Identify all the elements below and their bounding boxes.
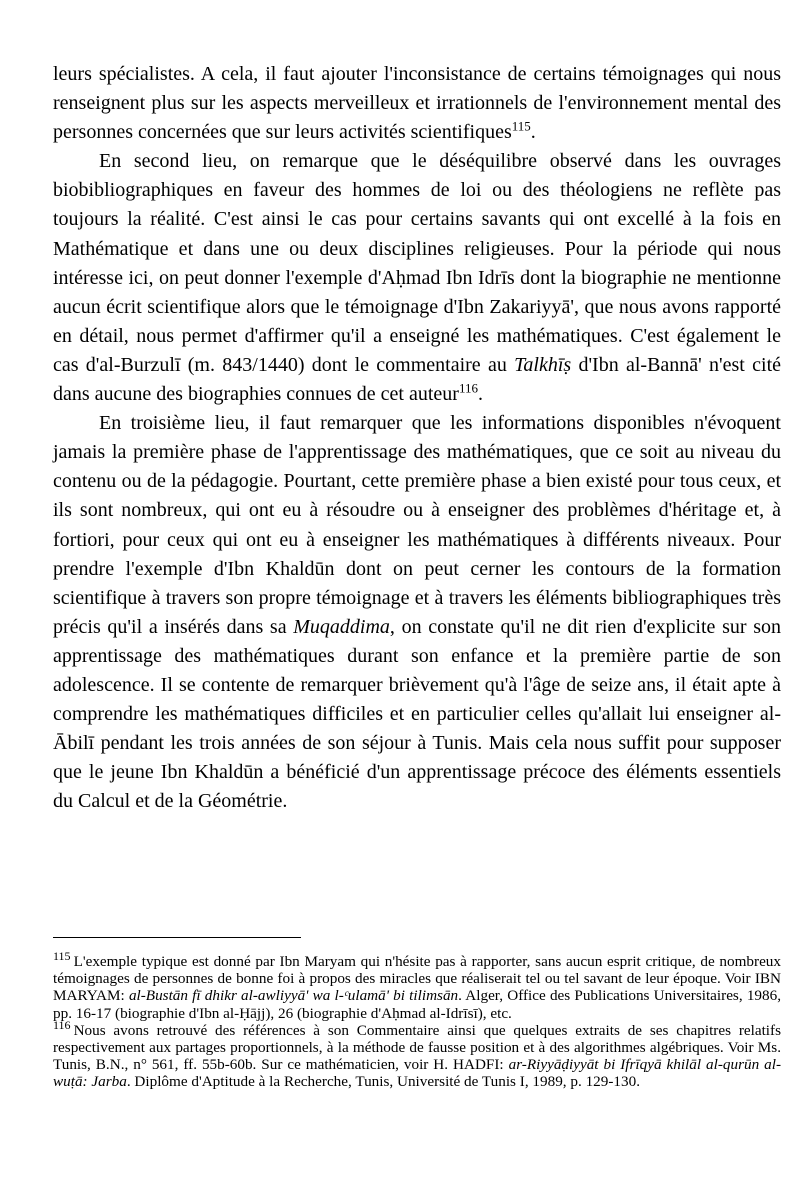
paragraph-1-end: . <box>530 121 536 144</box>
footnote-115 <box>53 948 781 1022</box>
paragraph-3-text-a: En troisième lieu, il faut remarquer que les informations disponibles n'évoquent jamais la première phase de l'apprentissage des mathématiques, que ce soit au niveau du contenu ou de la pédagogie. Pourtant, cette première phase a bien existé pour tous ceux, et ils sont nombreux, qui ont eu à résoudre ou à enseigner des problèmes d'héritage et, à fortiori, pour ceux qui ont eu à enseigner les mathématiques à différents niveaux. Pour prendre l'exemple d'Ibn Khaldūn dont on peut cerner les contours de la formation scientifique à travers son propre témoignage et à travers les éléments bibliographiques très précis qu'il a insérés dans sa <box>53 412 781 638</box>
footnote-115-text-a: L'exemple typique est donné par Ibn Maryam qui n'hésite pas à rapporter, sans aucun esprit critique, de nombreux témoignages de personnes de bonne foi à propos des miracles que réaliserait tel ou tel savant de leur époque. Voir IBN MARYAM: <box>53 953 781 1005</box>
footnote-ref-116[interactable]: 116 <box>458 380 478 396</box>
paragraph-2-text-b: d'Ibn al-Bannā' n'est cité dans aucune des biographies connues de cet auteur <box>53 353 782 406</box>
paragraph-2-end: . <box>478 383 483 406</box>
footnote-separator <box>53 937 301 938</box>
footnote-116-text-b: . Diplôme d'Aptitude à la Recherche, Tunis, Université de Tunis I, 1989, p. 129-130. <box>126 1073 640 1091</box>
footnote-116-title: ar-Riyyāḍiyyāt bi Ifrīqyā khilāl al-qurūn al-wuṭā: Jarba <box>53 1056 782 1091</box>
footnotes <box>53 948 782 1091</box>
footnote-ref-115[interactable]: 115 <box>511 118 531 134</box>
footnote-115-text-b: . Alger, Office des Publications Universitaires, 1986, pp. 16-17 (biographie d'Ibn al-Ḥājj), 26 (biographie d'Aḥmad al-Idrīsī), etc. <box>53 987 781 1022</box>
paragraph-3-text-b: , on constate qu'il ne dit rien d'explicite sur son apprentissage des mathématiques durant son enfance et la première partie de son adolescence. Il se contente de remarquer brièvement qu'à l'âge de seize ans, il était apte à comprendre les mathématiques difficiles et en particulier celles qu'allait lui enseigner al-Ābilī pendant les trois années de son séjour à Tunis. Mais cela nous suffit pour supposer que le jeune Ibn Khaldūn a bénéficié d'un apprentissage précoce des éléments essentiels du Calcul et de la Géométrie. <box>53 615 781 813</box>
footnote-115-number: 115 <box>53 948 71 963</box>
footnote-116-number: 116 <box>53 1017 71 1032</box>
paragraph-3 <box>53 409 781 816</box>
paragraph-1-text: leurs spécialistes. A cela, il faut ajouter l'inconsistance de certains témoignages qui nous renseignent plus sur les aspects merveilleux et irrationnels de l'environnement mental des personnes concernées que sur leurs activités scientifiques <box>53 63 781 144</box>
footnote-116 <box>53 1017 782 1091</box>
paragraph-1 <box>53 60 781 147</box>
paragraph-2 <box>53 147 781 409</box>
paragraph-2-title: Talkhīṣ <box>514 353 572 376</box>
footnote-115-title: al-Bustān fī dhikr al-awliyyā' wa l-ᶜulamā' bi tilimsān <box>128 987 459 1005</box>
main-text <box>53 60 781 816</box>
paragraph-2-text-a: En second lieu, on remarque que le déséquilibre observé dans les ouvrages biobibliographiques en faveur des hommes de loi ou des théologiens ne reflète pas toujours la réalité. C'est ainsi le cas pour certains savants qui ont excellé à la fois en Mathématique et dans une ou deux disciplines religieuses. Pour la période qui nous intéresse ici, on peut donner l'exemple d'Aḥmad Ibn Idrīs dont la biographie ne mentionne aucun écrit scientifique alors que le témoignage d'Ibn Zakariyyā', que nous avons rapporté en détail, nous permet d'affirmer qu'il a enseigné les mathématiques. C'est également le cas d'al-Burzulī (m. 843/1440) dont le commentaire au <box>53 150 781 376</box>
page-body <box>53 60 781 816</box>
footnote-116-text-a: Nous avons retrouvé des références à son Commentaire ainsi que quelques extraits de ses chapitres relatifs respectivement aux partages proportionnels, à la méthode de fausse position et à des algorithmes algébriques. Voir Ms. Tunis, B.N., n° 561, ff. 55b-60b. Sur ce mathématicien, voir H. HADFI: <box>53 1021 781 1074</box>
paragraph-3-title: Muqaddima <box>293 615 390 638</box>
